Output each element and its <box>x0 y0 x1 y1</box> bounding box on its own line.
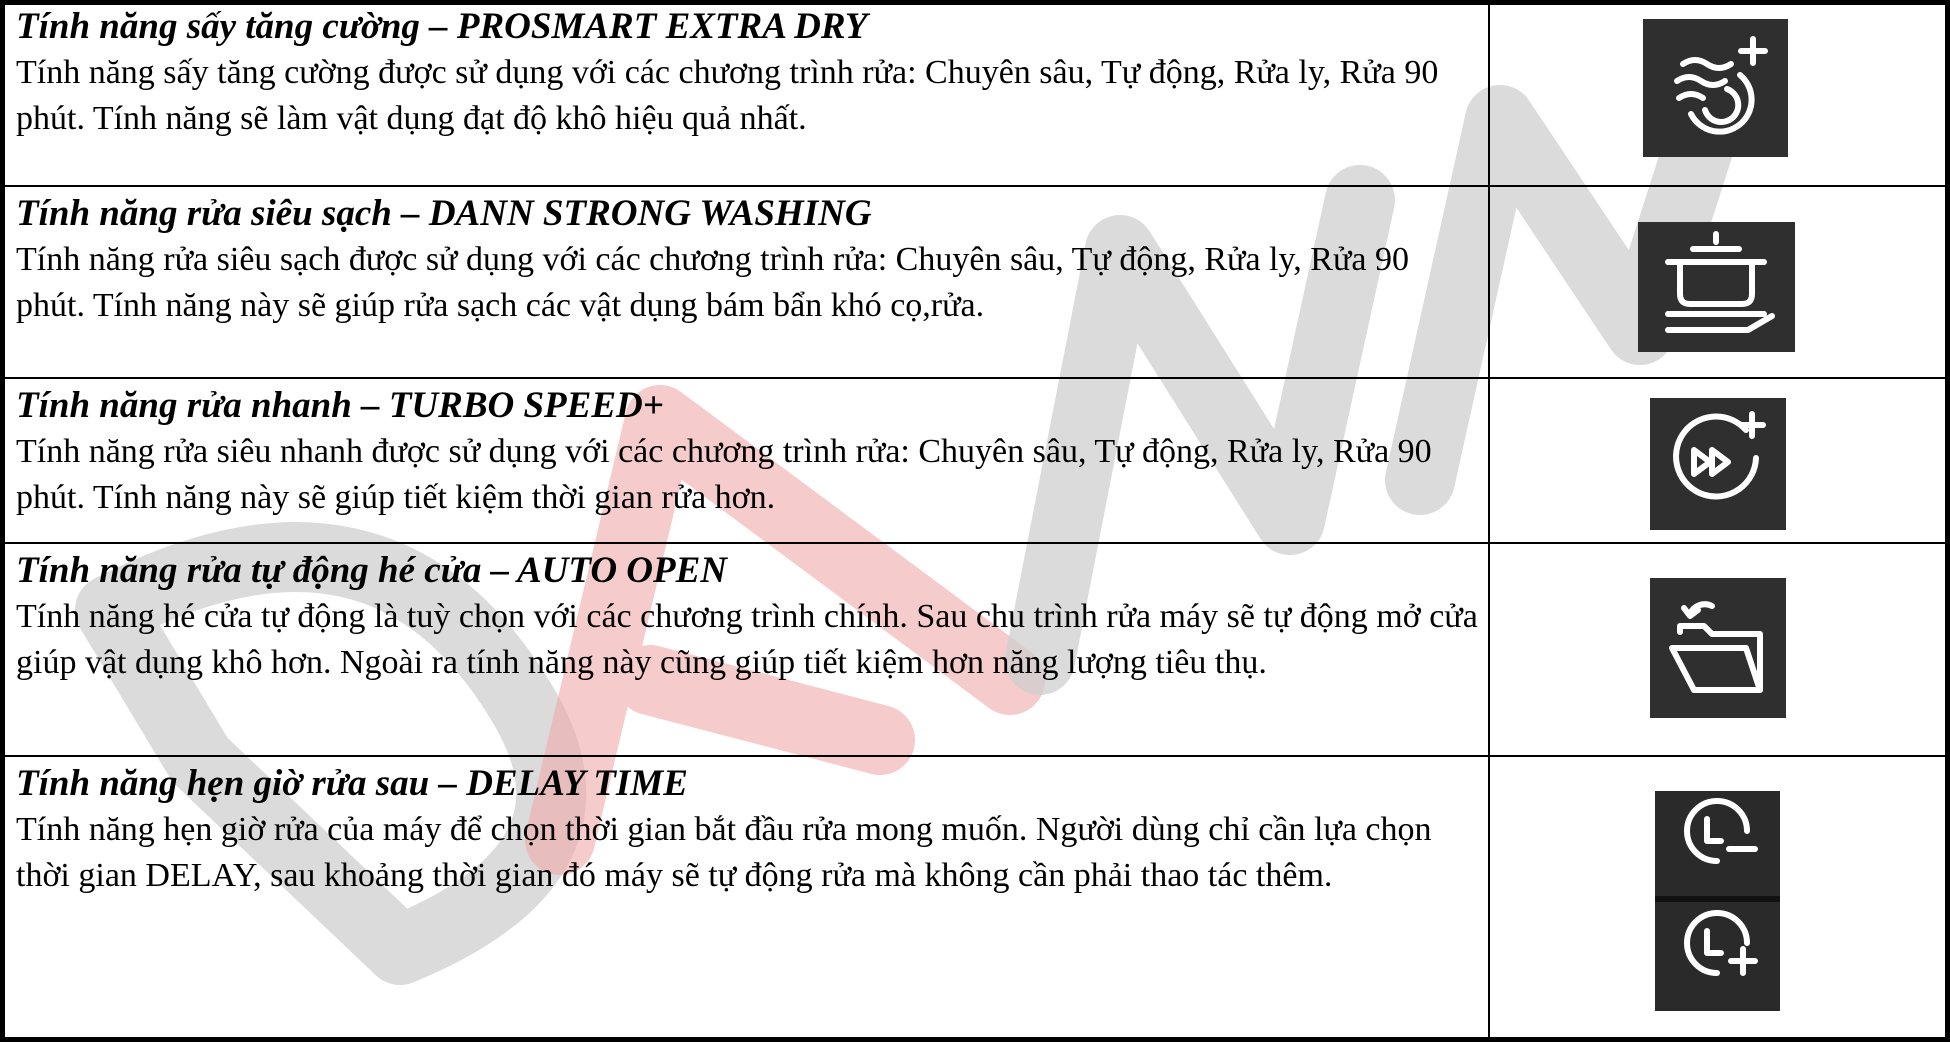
fast-forward-icon <box>1650 398 1786 530</box>
feature-description: Tính năng rửa siêu nhanh được sử dụng với các chương trình rửa: Chuyên sâu, Tự động, Rửa ly, Rửa 90 phút. Tính năng này sẽ giúp tiết kiệm thời gian rửa hơn. <box>16 433 1432 516</box>
feature-description: Tính năng sấy tăng cường được sử dụng với các chương trình rửa: Chuyên sâu, Tự động, Rửa ly, Rửa 90 phút. Tính năng sẽ làm vật dụng đạt độ khô hiệu quả nhất. <box>16 54 1439 137</box>
column-divider <box>1488 0 1490 1042</box>
extra-dry-icon <box>1643 19 1788 157</box>
feature-title: Tính năng rửa tự động hé cửa – AUTO OPEN <box>16 550 728 591</box>
open-door-icon <box>1650 578 1786 718</box>
pot-icon <box>1638 222 1795 352</box>
delay-timer-icon <box>1655 791 1780 1011</box>
feature-title: Tính năng hẹn giờ rửa sau – DELAY TIME <box>16 763 688 804</box>
feature-description: Tính năng hẹn giờ rửa của máy để chọn thời gian bắt đầu rửa mong muốn. Người dùng chỉ cần lựa chọn thời gian DELAY, sau khoảng thời gian đó máy sẽ tự động rửa mà không cần phải thao tác thêm. <box>16 811 1432 894</box>
feature-description: Tính năng hé cửa tự động là tuỳ chọn với các chương trình chính. Sau chu trình rửa máy sẽ tự động mở cửa giúp vật dụng khô hơn. Ngoài ra tính năng này cũng giúp tiết kiệm hơn năng lượng tiêu thụ. <box>16 598 1478 681</box>
feature-title: Tính năng sấy tăng cường – PROSMART EXTRA DRY <box>16 6 868 47</box>
feature-description: Tính năng rửa siêu sạch được sử dụng với các chương trình rửa: Chuyên sâu, Tự động, Rửa ly, Rửa 90 phút. Tính năng này sẽ giúp rửa sạch các vật dụng bám bẩn khó cọ,rửa. <box>16 241 1409 324</box>
feature-title: Tính năng rửa siêu sạch – DANN STRONG WASHING <box>16 193 872 234</box>
row-divider <box>0 185 1950 187</box>
feature-row-auto-open <box>16 548 1481 686</box>
feature-row-turbo-speed <box>16 383 1481 521</box>
feature-row-delay-time <box>16 761 1481 899</box>
row-divider <box>0 542 1950 544</box>
feature-row-strong-washing <box>16 191 1481 329</box>
row-divider <box>0 377 1950 379</box>
row-divider <box>0 755 1950 757</box>
feature-row-extra-dry <box>16 4 1481 142</box>
feature-title: Tính năng rửa nhanh – TURBO SPEED+ <box>16 385 664 426</box>
